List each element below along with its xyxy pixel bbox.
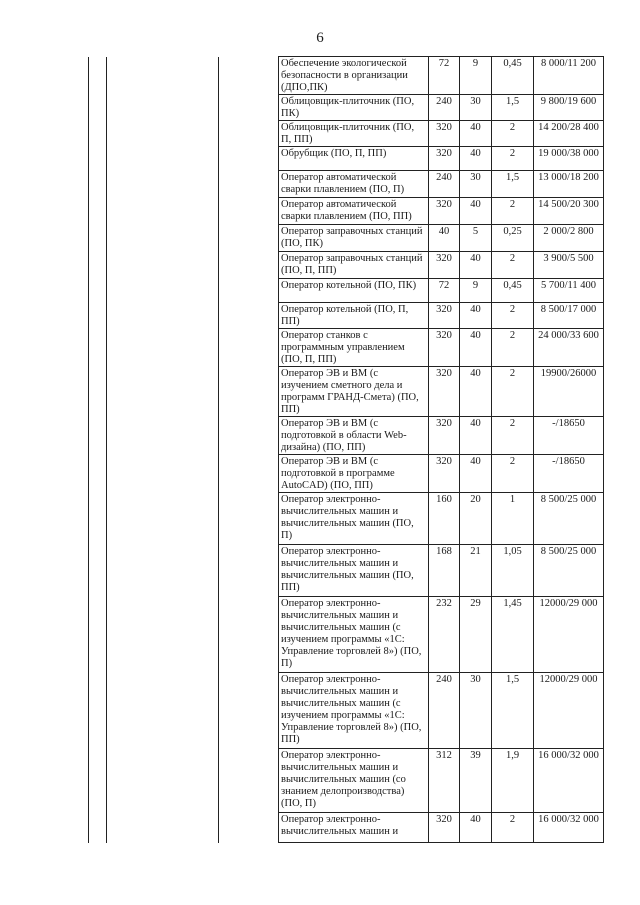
programs-table bbox=[88, 56, 604, 843]
empty-cell bbox=[219, 95, 279, 121]
empty-cell bbox=[89, 455, 107, 493]
cost-cell: 19900/26000 bbox=[534, 367, 604, 417]
weeks-cell: 40 bbox=[460, 198, 492, 225]
empty-cell bbox=[89, 417, 107, 455]
empty-cell bbox=[89, 749, 107, 813]
empty-cell bbox=[219, 252, 279, 279]
months-cell: 1,5 bbox=[492, 171, 534, 198]
table-row bbox=[89, 367, 604, 417]
empty-cell bbox=[89, 367, 107, 417]
cost-cell: 13 000/18 200 bbox=[534, 171, 604, 198]
table-row bbox=[89, 545, 604, 597]
hours-cell: 320 bbox=[429, 252, 460, 279]
table-row bbox=[89, 673, 604, 749]
program-name-cell: Оператор автоматической сварки плавлением (ПО, ПП) bbox=[279, 198, 429, 225]
empty-cell bbox=[89, 121, 107, 147]
table-row bbox=[89, 813, 604, 843]
empty-cell bbox=[107, 813, 219, 843]
program-name-cell: Оператор заправочных станций (ПО, ПК) bbox=[279, 225, 429, 252]
cost-cell: 8 500/17 000 bbox=[534, 303, 604, 329]
empty-cell bbox=[89, 198, 107, 225]
program-name-cell: Оператор ЭВ и ВМ (с изучением сметного дела и программ ГРАНД-Смета) (ПО, ПП) bbox=[279, 367, 429, 417]
weeks-cell: 40 bbox=[460, 252, 492, 279]
empty-cell bbox=[89, 813, 107, 843]
hours-cell: 320 bbox=[429, 303, 460, 329]
hours-cell: 72 bbox=[429, 279, 460, 303]
hours-cell: 320 bbox=[429, 147, 460, 171]
months-cell: 0,25 bbox=[492, 225, 534, 252]
program-name-cell: Оператор ЭВ и ВМ (с подготовкой в программе AutoCAD) (ПО, ПП) bbox=[279, 455, 429, 493]
weeks-cell: 29 bbox=[460, 597, 492, 673]
empty-cell bbox=[107, 597, 219, 673]
hours-cell: 320 bbox=[429, 198, 460, 225]
program-name-cell: Облицовщик-плиточник (ПО, ПК) bbox=[279, 95, 429, 121]
months-cell: 1,05 bbox=[492, 545, 534, 597]
table-body bbox=[89, 57, 604, 843]
weeks-cell: 30 bbox=[460, 95, 492, 121]
cost-cell: 16 000/32 000 bbox=[534, 813, 604, 843]
program-name-cell: Оператор станков с программным управлением (ПО, П, ПП) bbox=[279, 329, 429, 367]
weeks-cell: 9 bbox=[460, 279, 492, 303]
empty-cell bbox=[219, 545, 279, 597]
program-name-cell: Облицовщик-плиточник (ПО, П, ПП) bbox=[279, 121, 429, 147]
table-row bbox=[89, 252, 604, 279]
programs-table-wrapper bbox=[88, 56, 604, 843]
empty-cell bbox=[89, 303, 107, 329]
weeks-cell: 40 bbox=[460, 417, 492, 455]
empty-cell bbox=[89, 493, 107, 545]
empty-cell bbox=[89, 597, 107, 673]
empty-cell bbox=[107, 198, 219, 225]
empty-cell bbox=[89, 171, 107, 198]
empty-cell bbox=[107, 545, 219, 597]
empty-cell bbox=[107, 252, 219, 279]
months-cell: 2 bbox=[492, 198, 534, 225]
hours-cell: 320 bbox=[429, 417, 460, 455]
hours-cell: 240 bbox=[429, 95, 460, 121]
empty-cell bbox=[219, 455, 279, 493]
empty-cell bbox=[89, 545, 107, 597]
hours-cell: 160 bbox=[429, 493, 460, 545]
empty-cell bbox=[89, 279, 107, 303]
table-row bbox=[89, 417, 604, 455]
program-name-cell: Оператор электронно-вычислительных машин и вычислительных машин (со знанием делопроизводства) (ПО, П) bbox=[279, 749, 429, 813]
table-row bbox=[89, 493, 604, 545]
months-cell: 1,5 bbox=[492, 673, 534, 749]
months-cell: 0,45 bbox=[492, 57, 534, 95]
weeks-cell: 40 bbox=[460, 147, 492, 171]
months-cell: 1,45 bbox=[492, 597, 534, 673]
weeks-cell: 40 bbox=[460, 329, 492, 367]
empty-cell bbox=[107, 673, 219, 749]
hours-cell: 320 bbox=[429, 455, 460, 493]
empty-cell bbox=[219, 303, 279, 329]
months-cell: 2 bbox=[492, 417, 534, 455]
cost-cell: 12000/29 000 bbox=[534, 673, 604, 749]
months-cell: 2 bbox=[492, 121, 534, 147]
cost-cell: -/18650 bbox=[534, 455, 604, 493]
empty-cell bbox=[219, 329, 279, 367]
program-name-cell: Обрубщик (ПО, П, ПП) bbox=[279, 147, 429, 171]
table-row bbox=[89, 303, 604, 329]
weeks-cell: 20 bbox=[460, 493, 492, 545]
empty-cell bbox=[89, 252, 107, 279]
empty-cell bbox=[219, 279, 279, 303]
table-row bbox=[89, 121, 604, 147]
empty-cell bbox=[89, 225, 107, 252]
program-name-cell: Оператор котельной (ПО, ПК) bbox=[279, 279, 429, 303]
cost-cell: 3 900/5 500 bbox=[534, 252, 604, 279]
table-row bbox=[89, 171, 604, 198]
program-name-cell: Оператор электронно-вычислительных машин и вычислительных машин (ПО, ПП) bbox=[279, 545, 429, 597]
empty-cell bbox=[219, 367, 279, 417]
empty-cell bbox=[219, 57, 279, 95]
empty-cell bbox=[89, 329, 107, 367]
weeks-cell: 40 bbox=[460, 303, 492, 329]
program-name-cell: Оператор ЭВ и ВМ (с подготовкой в области Web-дизайна) (ПО, ПП) bbox=[279, 417, 429, 455]
cost-cell: 5 700/11 400 bbox=[534, 279, 604, 303]
empty-cell bbox=[219, 225, 279, 252]
weeks-cell: 9 bbox=[460, 57, 492, 95]
program-name-cell: Оператор электронно-вычислительных машин и bbox=[279, 813, 429, 843]
table-row bbox=[89, 749, 604, 813]
empty-cell bbox=[107, 147, 219, 171]
empty-cell bbox=[89, 673, 107, 749]
cost-cell: 16 000/32 000 bbox=[534, 749, 604, 813]
empty-cell bbox=[219, 493, 279, 545]
empty-cell bbox=[107, 367, 219, 417]
empty-cell bbox=[219, 749, 279, 813]
cost-cell: 24 000/33 600 bbox=[534, 329, 604, 367]
weeks-cell: 21 bbox=[460, 545, 492, 597]
empty-cell bbox=[219, 417, 279, 455]
table-row bbox=[89, 147, 604, 171]
empty-cell bbox=[89, 57, 107, 95]
weeks-cell: 40 bbox=[460, 813, 492, 843]
empty-cell bbox=[107, 121, 219, 147]
cost-cell: 2 000/2 800 bbox=[534, 225, 604, 252]
months-cell: 2 bbox=[492, 147, 534, 171]
empty-cell bbox=[107, 303, 219, 329]
cost-cell: 14 500/20 300 bbox=[534, 198, 604, 225]
cost-cell: 19 000/38 000 bbox=[534, 147, 604, 171]
table-row bbox=[89, 95, 604, 121]
program-name-cell: Оператор заправочных станций (ПО, П, ПП) bbox=[279, 252, 429, 279]
hours-cell: 320 bbox=[429, 367, 460, 417]
empty-cell bbox=[219, 121, 279, 147]
program-name-cell: Обеспечение экологической безопасности в организации (ДПО,ПК) bbox=[279, 57, 429, 95]
weeks-cell: 30 bbox=[460, 673, 492, 749]
empty-cell bbox=[107, 749, 219, 813]
hours-cell: 40 bbox=[429, 225, 460, 252]
months-cell: 2 bbox=[492, 303, 534, 329]
months-cell: 2 bbox=[492, 329, 534, 367]
table-row bbox=[89, 279, 604, 303]
empty-cell bbox=[89, 95, 107, 121]
page-number: 6 bbox=[316, 30, 324, 46]
table-row bbox=[89, 57, 604, 95]
empty-cell bbox=[107, 225, 219, 252]
weeks-cell: 39 bbox=[460, 749, 492, 813]
hours-cell: 232 bbox=[429, 597, 460, 673]
empty-cell bbox=[89, 147, 107, 171]
hours-cell: 240 bbox=[429, 673, 460, 749]
table-row bbox=[89, 455, 604, 493]
table-row bbox=[89, 329, 604, 367]
empty-cell bbox=[219, 147, 279, 171]
table-row bbox=[89, 597, 604, 673]
hours-cell: 72 bbox=[429, 57, 460, 95]
empty-cell bbox=[219, 171, 279, 198]
empty-cell bbox=[219, 198, 279, 225]
program-name-cell: Оператор электронно-вычислительных машин и вычислительных машин (ПО, П) bbox=[279, 493, 429, 545]
weeks-cell: 40 bbox=[460, 455, 492, 493]
program-name-cell: Оператор котельной (ПО, П, ПП) bbox=[279, 303, 429, 329]
cost-cell: 8 500/25 000 bbox=[534, 545, 604, 597]
months-cell: 1,9 bbox=[492, 749, 534, 813]
months-cell: 2 bbox=[492, 813, 534, 843]
empty-cell bbox=[219, 673, 279, 749]
hours-cell: 320 bbox=[429, 121, 460, 147]
program-name-cell: Оператор электронно-вычислительных машин и вычислительных машин (с изучением программы «1С: Управление торговлей 8») (ПО, ПП) bbox=[279, 673, 429, 749]
table-row bbox=[89, 198, 604, 225]
empty-cell bbox=[219, 813, 279, 843]
months-cell: 2 bbox=[492, 367, 534, 417]
empty-cell bbox=[107, 57, 219, 95]
hours-cell: 320 bbox=[429, 329, 460, 367]
empty-cell bbox=[107, 417, 219, 455]
weeks-cell: 30 bbox=[460, 171, 492, 198]
empty-cell bbox=[107, 329, 219, 367]
months-cell: 2 bbox=[492, 252, 534, 279]
weeks-cell: 5 bbox=[460, 225, 492, 252]
months-cell: 1 bbox=[492, 493, 534, 545]
table-row bbox=[89, 225, 604, 252]
empty-cell bbox=[107, 455, 219, 493]
months-cell: 1,5 bbox=[492, 95, 534, 121]
weeks-cell: 40 bbox=[460, 367, 492, 417]
months-cell: 2 bbox=[492, 455, 534, 493]
hours-cell: 320 bbox=[429, 813, 460, 843]
empty-cell bbox=[219, 597, 279, 673]
months-cell: 0,45 bbox=[492, 279, 534, 303]
cost-cell: -/18650 bbox=[534, 417, 604, 455]
empty-cell bbox=[107, 493, 219, 545]
empty-cell bbox=[107, 279, 219, 303]
program-name-cell: Оператор электронно-вычислительных машин и вычислительных машин (с изучением программы «1С: Управление торговлей 8») (ПО, П) bbox=[279, 597, 429, 673]
empty-cell bbox=[107, 95, 219, 121]
cost-cell: 12000/29 000 bbox=[534, 597, 604, 673]
cost-cell: 8 000/11 200 bbox=[534, 57, 604, 95]
cost-cell: 9 800/19 600 bbox=[534, 95, 604, 121]
hours-cell: 240 bbox=[429, 171, 460, 198]
empty-cell bbox=[107, 171, 219, 198]
cost-cell: 8 500/25 000 bbox=[534, 493, 604, 545]
hours-cell: 168 bbox=[429, 545, 460, 597]
program-name-cell: Оператор автоматической сварки плавлением (ПО, П) bbox=[279, 171, 429, 198]
hours-cell: 312 bbox=[429, 749, 460, 813]
cost-cell: 14 200/28 400 bbox=[534, 121, 604, 147]
weeks-cell: 40 bbox=[460, 121, 492, 147]
